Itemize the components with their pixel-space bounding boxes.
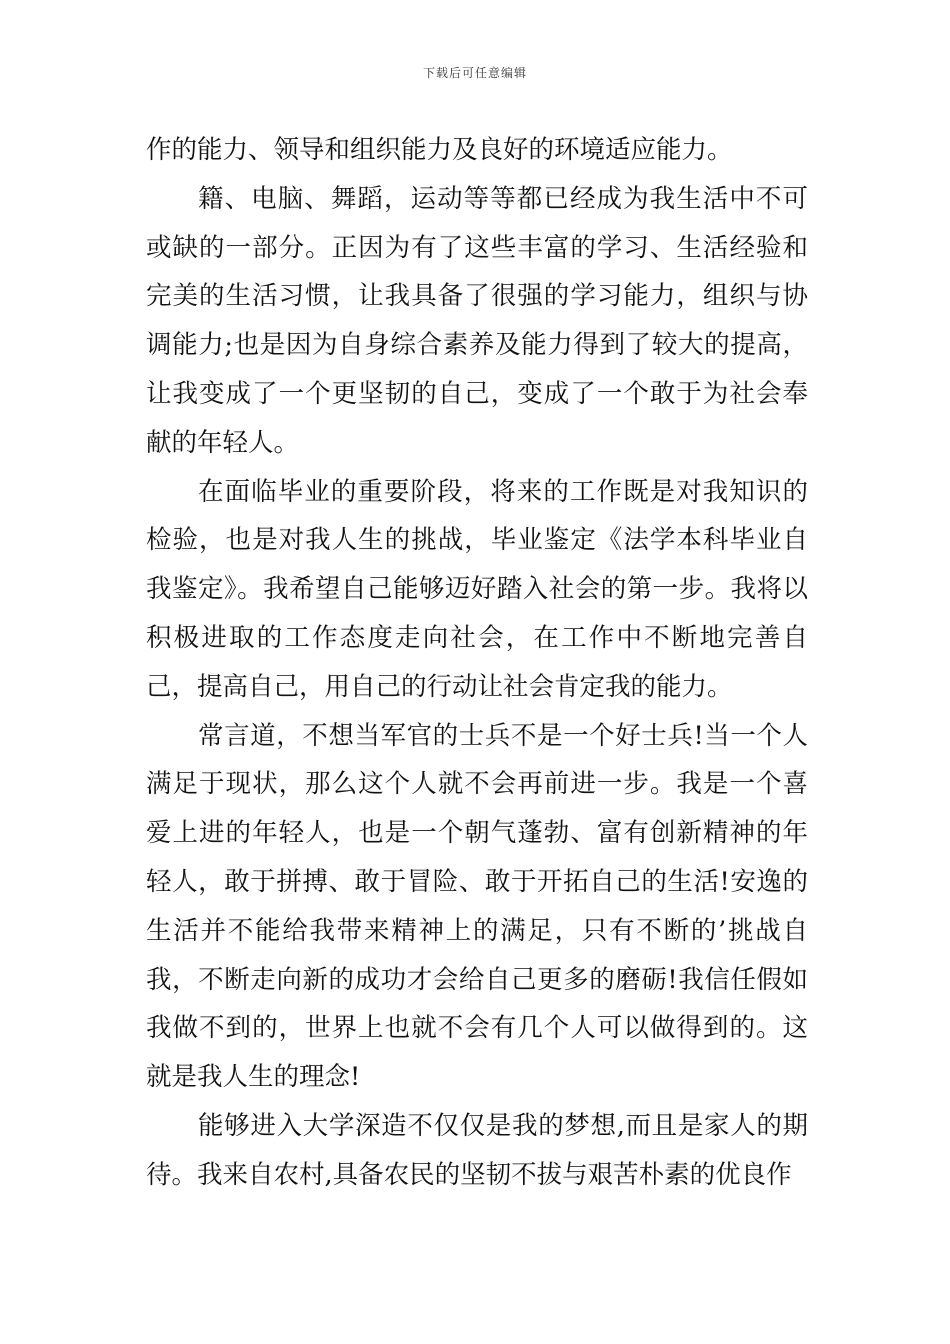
paragraph-hobbies: 籍、电脑、舞蹈，运动等等都已经成为我生活中不可或缺的一部分。正因为有了这些丰富的学习、生活经验和完美的生活习惯，让我具备了很强的学习能力，组织与协调能力;也是因为自身综合素养及能力得到了较大的提高，让我变成了一个更坚韧的自己，变成了一个敢于为社会奉献的年轻人。 [146,183,808,458]
paragraph-philosophy: 常言道，不想当军官的士兵不是一个好士兵!当一个人满足于现状，那么这个人就不会再前进一步。我是一个喜爱上进的年轻人，也是一个朝气蓬勃、富有创新精神的年轻人，敢于拼搏、敢于冒险、敢于开拓自己的生活!安逸的生活并不能给我带来精神上的满足，只有不断的’挑战自我，不断走向新的成功才会给自己更多的磨砺!我信任假如我做不到的，世界上也就不会有几个人可以做得到的。这就是我人生的理念! [146,720,808,1093]
page-header: 下载后可任意编辑 [422,66,527,80]
paragraph-university: 能够进入大学深造不仅仅是我的梦想,而且是家人的期待。我来自农村,具备农民的坚韧不拔与艰苦朴素的优良作 [146,1110,808,1190]
document-body [146,126,808,1200]
paragraph-continuation: 作的能力、领导和组织能力及良好的环境适应能力。 [146,135,733,165]
paragraph-graduation: 在面临毕业的重要阶段，将来的工作既是对我知识的检验，也是对我人生的挑战，毕业鉴定《法学本科毕业自我鉴定》。我希望自己能够迈好踏入社会的第一步。我将以积极进取的工作态度走向社会，在工作中不断地完善自己，提高自己，用自己的行动让社会肯定我的能力。 [146,476,808,702]
